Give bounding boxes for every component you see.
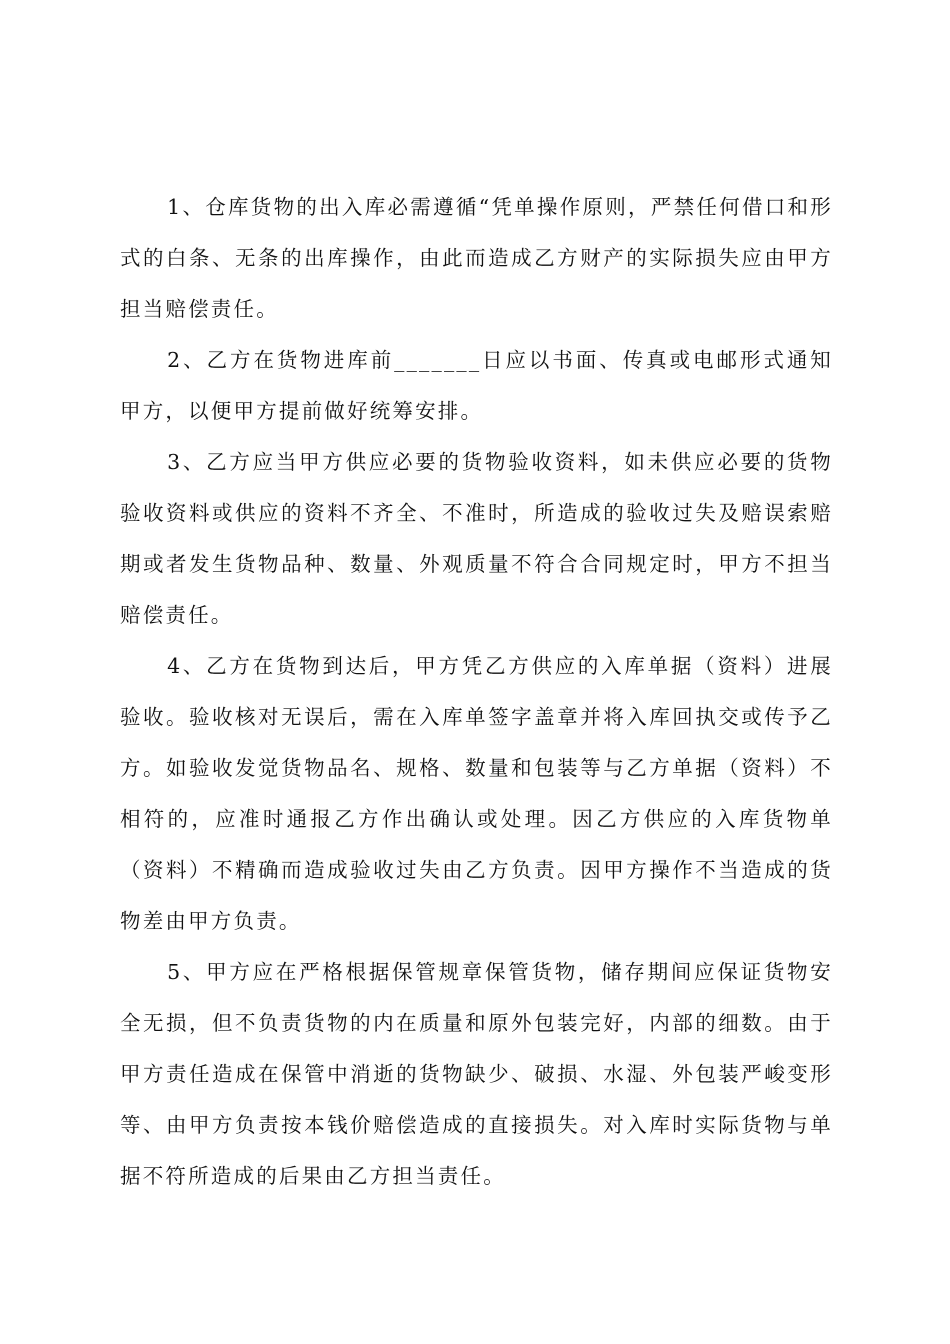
document-body — [120, 182, 833, 1202]
paragraph-5: 5、甲方应在严格根据保管规章保管货物，储存期间应保证货物安全无损，但不负责货物的内在质量和原外包装完好，内部的细数。由于甲方责任造成在保管中消逝的货物缺少、破损、水湿、外包装严峻变形等、由甲方负责按本钱价赔偿造成的直接损失。对入库时实际货物与单据不符所造成的后果由乙方担当责任。 — [120, 960, 833, 1188]
paragraph-3: 3、乙方应当甲方供应必要的货物验收资料，如未供应必要的货物验收资料或供应的资料不齐全、不准时，所造成的验收过失及赔误索赔期或者发生货物品种、数量、外观质量不符合合同规定时，甲方不担当赔偿责任。 — [120, 450, 833, 627]
paragraph-2: 2、乙方在货物进库前_______日应以书面、传真或电邮形式通知甲方，以便甲方提前做好统筹安排。 — [120, 348, 833, 423]
paragraph-1: 1、仓库货物的出入库必需遵循“凭单操作原则，严禁任何借口和形式的白条、无条的出库操作，由此而造成乙方财产的实际损失应由甲方担当赔偿责任。 — [120, 195, 833, 321]
paragraph-4: 4、乙方在货物到达后，甲方凭乙方供应的入库单据（资料）进展验收。验收核对无误后，需在入库单签字盖章并将入库回执交或传予乙方。如验收发觉货物品名、规格、数量和包装等与乙方单据（资料）不相符的，应准时通报乙方作出确认或处理。因乙方供应的入库货物单（资料）不精确而造成验收过失由乙方负责。因甲方操作不当造成的货物差由甲方负责。 — [120, 654, 833, 933]
